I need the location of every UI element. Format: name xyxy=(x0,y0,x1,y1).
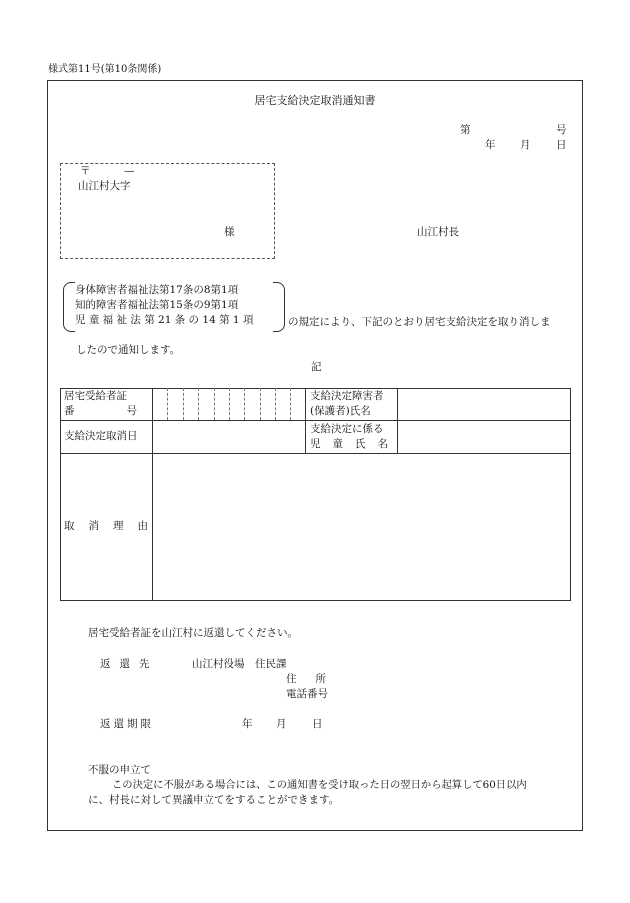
recipient-honorific: 様 xyxy=(224,226,235,238)
recipient-address: 山江村大字 xyxy=(78,180,131,192)
return-phone-label: 電話番号 xyxy=(286,688,328,700)
address-box xyxy=(60,163,275,259)
child-name-label-2: 児童氏名 xyxy=(310,438,400,450)
return-note: 居宅受給者証を山江村に返還してください。 xyxy=(88,627,298,639)
child-name-label-1: 支給決定に係る xyxy=(310,423,384,435)
return-address-label: 住所 xyxy=(286,673,345,685)
appeal-text-2: に、村長に対して異議申立てをすることができます。 xyxy=(88,794,340,806)
return-to-label: 返還先 xyxy=(100,658,159,670)
appeal-heading: 不服の申立て xyxy=(88,764,151,776)
law-reference-1: 身体障害者福祉法第17条の8第1項 xyxy=(75,284,239,296)
cert-number-label-1: 居宅受給者証 xyxy=(64,390,127,402)
date-year: 年 xyxy=(485,139,496,151)
postal-mark: 〒 xyxy=(80,165,91,177)
recipient-name-label-2: (保護者)氏名 xyxy=(310,405,371,417)
cert-number-label-2: 番号 xyxy=(64,405,189,417)
deadline-year: 年 xyxy=(242,718,253,730)
ki-label: 記 xyxy=(311,361,322,373)
deadline-month: 月 xyxy=(276,718,287,730)
document-title: 居宅支給決定取消通知書 xyxy=(254,94,376,107)
form-number-label: 様式第11号(第10条関係) xyxy=(48,64,162,75)
law-reference-2: 知的障害者福祉法第15条の9第1項 xyxy=(75,299,239,311)
issuer-name: 山江村長 xyxy=(417,226,459,238)
cancel-date-label: 支給決定取消日 xyxy=(64,430,138,442)
deadline-day: 日 xyxy=(312,718,323,730)
return-deadline-label: 返還期限 xyxy=(100,718,154,730)
body-text-line-1: の規定により、下記のとおり居宅支給決定を取り消しま xyxy=(288,316,551,328)
appeal-text-1: この決定に不服がある場合には、この通知書を受け取った日の翌日から起算して60日以内 xyxy=(112,779,527,791)
number-dai: 第 xyxy=(460,124,471,136)
postal-dash: — xyxy=(124,165,135,177)
recipient-name-label-1: 支給決定障害者 xyxy=(310,390,384,402)
date-day: 日 xyxy=(556,139,567,151)
reason-label: 取消理由 xyxy=(64,520,162,532)
number-go: 号 xyxy=(556,124,567,136)
law-reference-3: 児 童 福 祉 法 第 21 条 の 14 第 1 項 xyxy=(75,314,254,326)
date-month: 月 xyxy=(520,139,531,151)
body-text-line-2: したので通知します。 xyxy=(76,344,181,356)
return-office: 山江村役場 住民課 xyxy=(192,658,287,670)
